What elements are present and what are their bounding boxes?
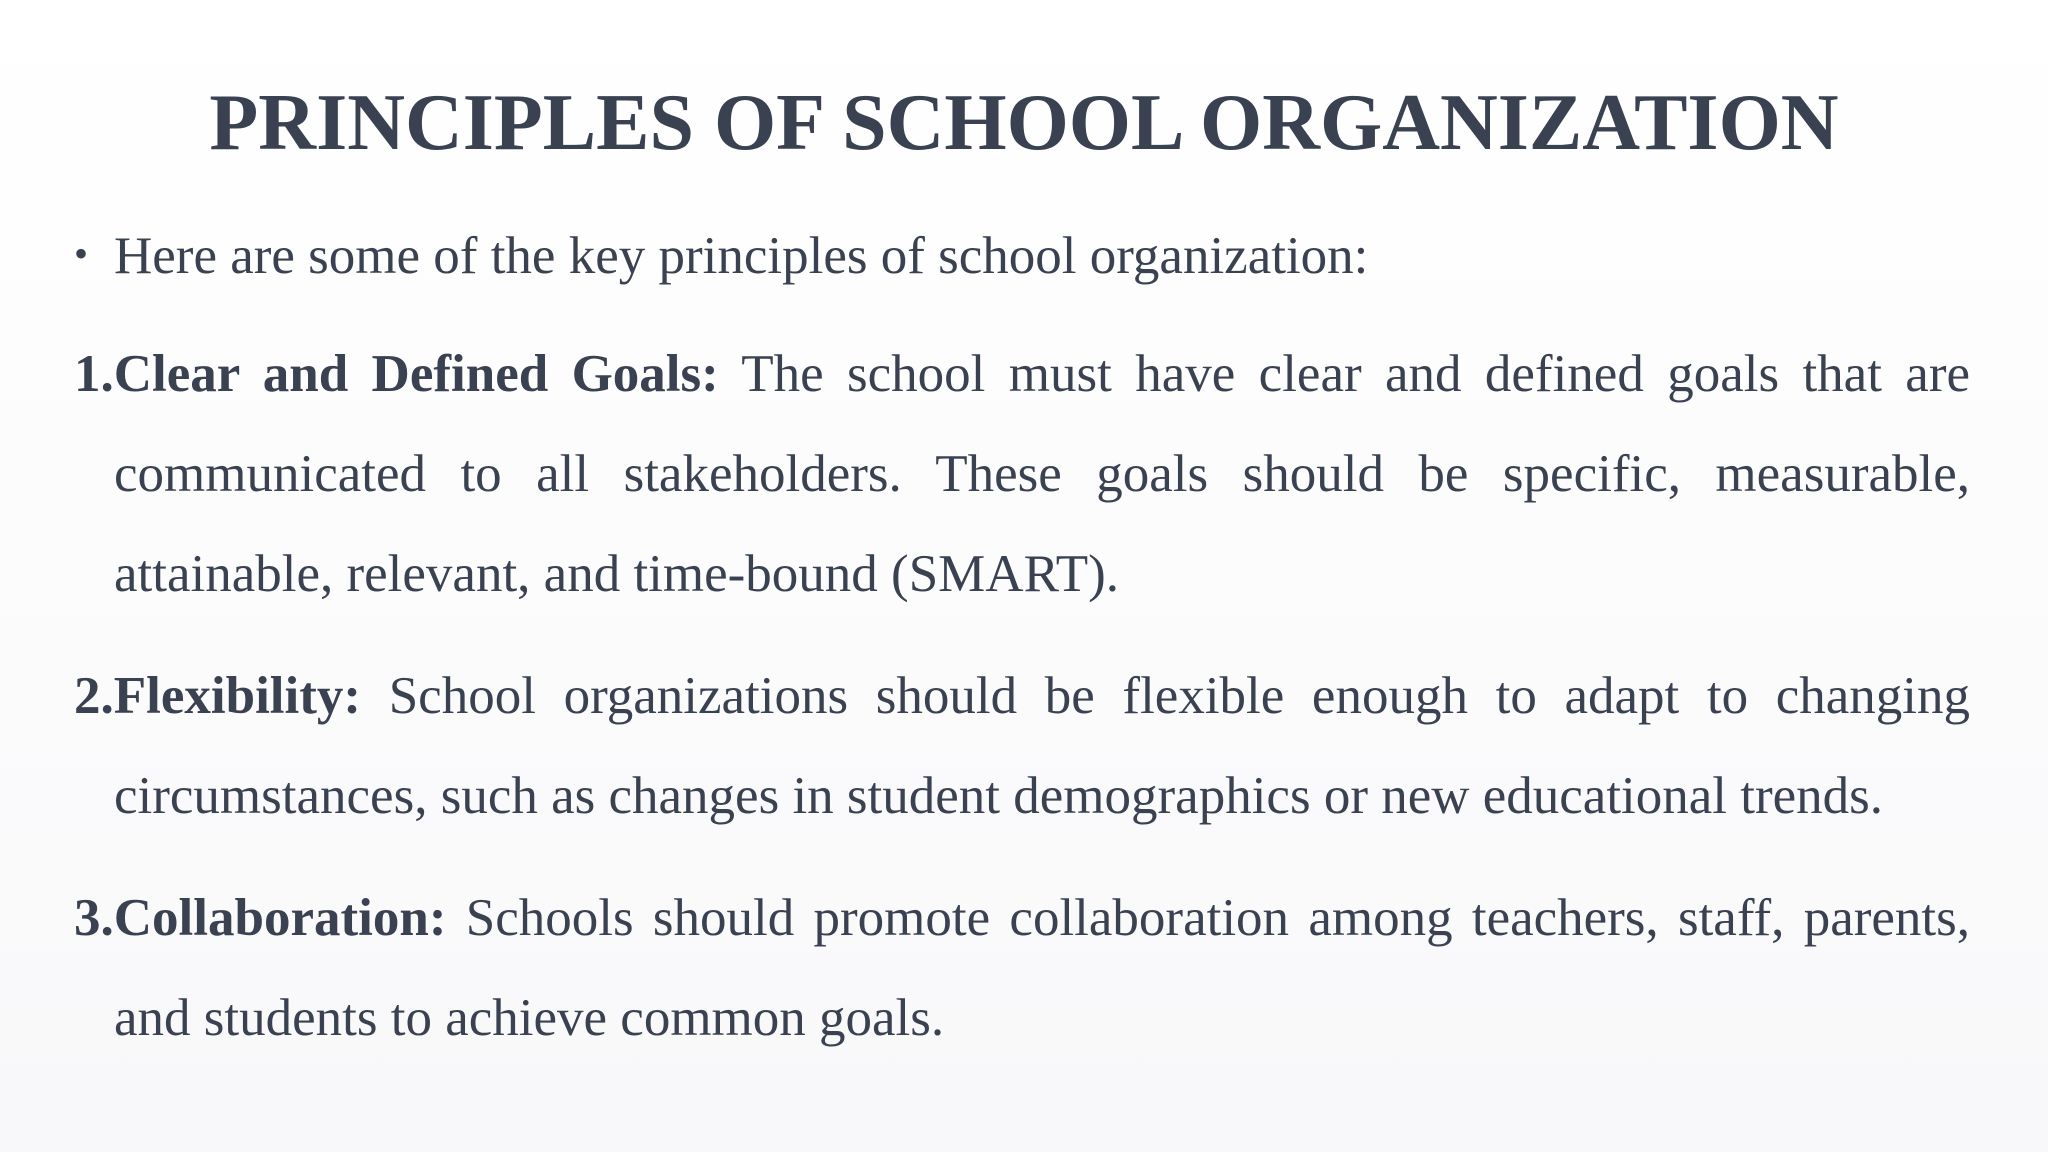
principle-text: Schools should promote collaboration among teachers, staff, parents, and students to achieve common goals. — [114, 889, 1970, 1047]
principle-heading: Flexibility: — [113, 667, 362, 725]
principle-item-2 — [74, 646, 1970, 846]
principle-number: 2. — [74, 667, 114, 725]
slide-title: PRINCIPLES OF SCHOOL ORGANIZATION — [209, 79, 1839, 167]
principle-number: 1. — [74, 345, 114, 403]
principle-text: School organizations should be flexible enough to adapt to changing circumstances, such as changes in student demographics or new educational trends. — [114, 667, 1970, 825]
principle-item-1 — [74, 324, 1970, 624]
intro-text: Here are some of the key principles of school organization: — [114, 227, 1369, 285]
principle-heading: Collaboration: — [113, 889, 447, 947]
bullet-icon: • — [74, 231, 89, 276]
principle-number: 3. — [74, 889, 114, 947]
principle-heading: Clear and Defined Goals: — [113, 345, 719, 403]
principle-item-3 — [74, 868, 1970, 1068]
intro-bullet — [74, 222, 1974, 288]
principle-text: The school must have clear and defined goals that are communicated to all stakeholders. These goals should be specific, measurable, attainable, relevant, and time-bound (SMART). — [114, 345, 1971, 603]
